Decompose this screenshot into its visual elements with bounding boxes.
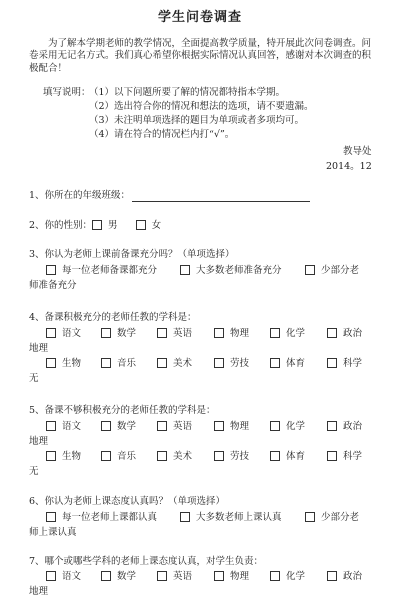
q4-checkbox-chinese[interactable] — [46, 328, 56, 338]
question-2 — [29, 220, 161, 232]
q4-checkbox-english[interactable] — [157, 328, 167, 338]
signer: 教导处 — [343, 146, 372, 157]
q6-option-1 — [46, 512, 157, 524]
q3-option-2 — [180, 265, 282, 277]
subject-label: 音乐 — [117, 451, 137, 462]
q4-checkbox-labor[interactable] — [214, 358, 224, 368]
subject-label: 英语 — [173, 328, 193, 339]
intro-paragraph: 为了解本学期老师的教学情况，全面提高教学质量，特开展此次问卷调查。问卷采用无记名方式。我们真心希望你根据实际情况认真回答，感谢对本次调查的积极配合！ — [29, 38, 372, 74]
subject-label: 美术 — [173, 451, 193, 462]
q4-checkbox-biology[interactable] — [46, 358, 56, 368]
q5-checkbox-labor[interactable] — [214, 451, 224, 461]
subject-label: 政治 — [343, 421, 363, 432]
q7-checkbox-politics[interactable] — [327, 571, 337, 581]
q5-checkbox-english[interactable] — [157, 421, 167, 431]
grade-class-field[interactable] — [132, 191, 310, 202]
q4-checkbox-pe[interactable] — [270, 358, 280, 368]
note-4: （4）请在符合的情况栏内打“√”。 — [89, 129, 235, 140]
q6-option-2-label: 大多数老师上课认真 — [196, 512, 282, 523]
subject-label: 劳技 — [230, 451, 250, 462]
q6-option-3 — [305, 512, 359, 524]
q4-checkbox-physics[interactable] — [214, 328, 224, 338]
subject-label: 数学 — [117, 328, 137, 339]
q5-checkbox-pe[interactable] — [270, 451, 280, 461]
question-5-text: 5、备课不够积极充分的老师任教的学科是： — [29, 405, 216, 416]
q3-option-1 — [46, 265, 157, 277]
subject-label: 数学 — [117, 571, 137, 582]
subject-label: 语文 — [62, 571, 82, 582]
subject-label: 数学 — [117, 421, 137, 432]
q4-checkbox-science[interactable] — [327, 358, 337, 368]
subject-label: 物理 — [230, 571, 250, 582]
subject-label: 英语 — [173, 571, 193, 582]
q6-option-3-label: 少部分老 — [321, 512, 360, 523]
q5-none-wrap: 无 — [29, 466, 39, 477]
note-3: （3）未注明单项选择的题目为单项或者多项均可。 — [89, 115, 305, 126]
q7-checkbox-physics[interactable] — [214, 571, 224, 581]
question-3-text: 3、你认为老师上课前备课充分吗？（单项选择） — [29, 249, 235, 260]
subject-label: 物理 — [230, 421, 250, 432]
q3-option-3-wrap: 师准备充分 — [29, 280, 77, 291]
subject-label: 政治 — [343, 328, 363, 339]
q5-checkbox-music[interactable] — [101, 451, 111, 461]
subject-label: 化学 — [286, 571, 306, 582]
subject-label: 体育 — [286, 451, 306, 462]
q5-checkbox-science[interactable] — [327, 451, 337, 461]
q6-checkbox-2[interactable] — [180, 512, 190, 522]
question-7-text: 7、哪个或哪些学科的老师上课态度认真，对学生负责： — [29, 556, 264, 567]
q4-checkbox-math[interactable] — [101, 328, 111, 338]
subject-label: 英语 — [173, 421, 193, 432]
q5-checkbox-art[interactable] — [157, 451, 167, 461]
subject-label: 劳技 — [230, 358, 250, 369]
subject-label: 音乐 — [117, 358, 137, 369]
subject-label: 美术 — [173, 358, 193, 369]
q6-checkbox-3[interactable] — [305, 512, 315, 522]
q4-geography-wrap: 地理 — [29, 343, 49, 354]
subject-label: 生物 — [62, 358, 82, 369]
subject-label: 化学 — [286, 328, 306, 339]
page-title: 学生问卷调查 — [157, 10, 242, 25]
question-2-text: 2、你的性别： — [29, 220, 93, 231]
subject-label: 语文 — [62, 328, 82, 339]
q3-option-3-label: 少部分老 — [321, 265, 360, 276]
label-male: 男 — [108, 220, 118, 231]
q5-checkbox-politics[interactable] — [327, 421, 337, 431]
q3-checkbox-3[interactable] — [305, 265, 315, 275]
q7-checkbox-english[interactable] — [157, 571, 167, 581]
subject-label: 语文 — [62, 421, 82, 432]
q4-checkbox-chemistry[interactable] — [270, 328, 280, 338]
q4-checkbox-music[interactable] — [101, 358, 111, 368]
q5-checkbox-biology[interactable] — [46, 451, 56, 461]
q3-option-1-label: 每一位老师备课都充分 — [62, 265, 158, 276]
subject-label: 物理 — [230, 328, 250, 339]
subject-label: 生物 — [62, 451, 82, 462]
q5-geography-wrap: 地理 — [29, 436, 49, 447]
q6-option-2 — [180, 512, 282, 524]
q4-checkbox-politics[interactable] — [327, 328, 337, 338]
q5-checkbox-chinese[interactable] — [46, 421, 56, 431]
q6-option-1-label: 每一位老师上课都认真 — [62, 512, 158, 523]
q7-checkbox-chinese[interactable] — [46, 571, 56, 581]
subject-label: 体育 — [286, 358, 306, 369]
q5-checkbox-chemistry[interactable] — [270, 421, 280, 431]
subject-label: 科学 — [343, 358, 363, 369]
intro-section — [29, 38, 379, 75]
q3-option-2-label: 大多数老师准备充分 — [196, 265, 282, 276]
checkbox-female[interactable] — [136, 220, 146, 230]
subject-label: 政治 — [343, 571, 363, 582]
q7-checkbox-math[interactable] — [101, 571, 111, 581]
q3-checkbox-1[interactable] — [46, 265, 56, 275]
q6-checkbox-1[interactable] — [46, 512, 56, 522]
q3-checkbox-2[interactable] — [180, 265, 190, 275]
q6-option-3-wrap: 师上课认真 — [29, 527, 77, 538]
q7-checkbox-chemistry[interactable] — [270, 571, 280, 581]
q4-checkbox-art[interactable] — [157, 358, 167, 368]
date: 2014。12 — [326, 161, 372, 172]
question-1 — [29, 190, 310, 202]
note-2: （2）选出符合你的情况和想法的选项，请不要遗漏。 — [89, 101, 314, 112]
question-1-text: 1、你所在的年级班级： — [29, 190, 131, 201]
label-female: 女 — [151, 220, 162, 231]
subject-label: 科学 — [343, 451, 363, 462]
q5-checkbox-physics[interactable] — [214, 421, 224, 431]
checkbox-male[interactable] — [92, 220, 102, 230]
q5-checkbox-math[interactable] — [101, 421, 111, 431]
q3-option-3 — [305, 265, 359, 277]
fill-instructions-label: 填写说明： — [43, 87, 91, 98]
question-4-text: 4、备课积极充分的老师任教的学科是： — [29, 312, 197, 323]
q7-geography-wrap: 地理 — [29, 586, 49, 597]
question-6-text: 6、你认为老师上课态度认真吗？（单项选择） — [29, 496, 226, 507]
q4-none-wrap: 无 — [29, 373, 39, 384]
note-1: （1）以下问题所要了解的情况都特指本学期。 — [89, 87, 286, 98]
subject-label: 化学 — [286, 421, 306, 432]
